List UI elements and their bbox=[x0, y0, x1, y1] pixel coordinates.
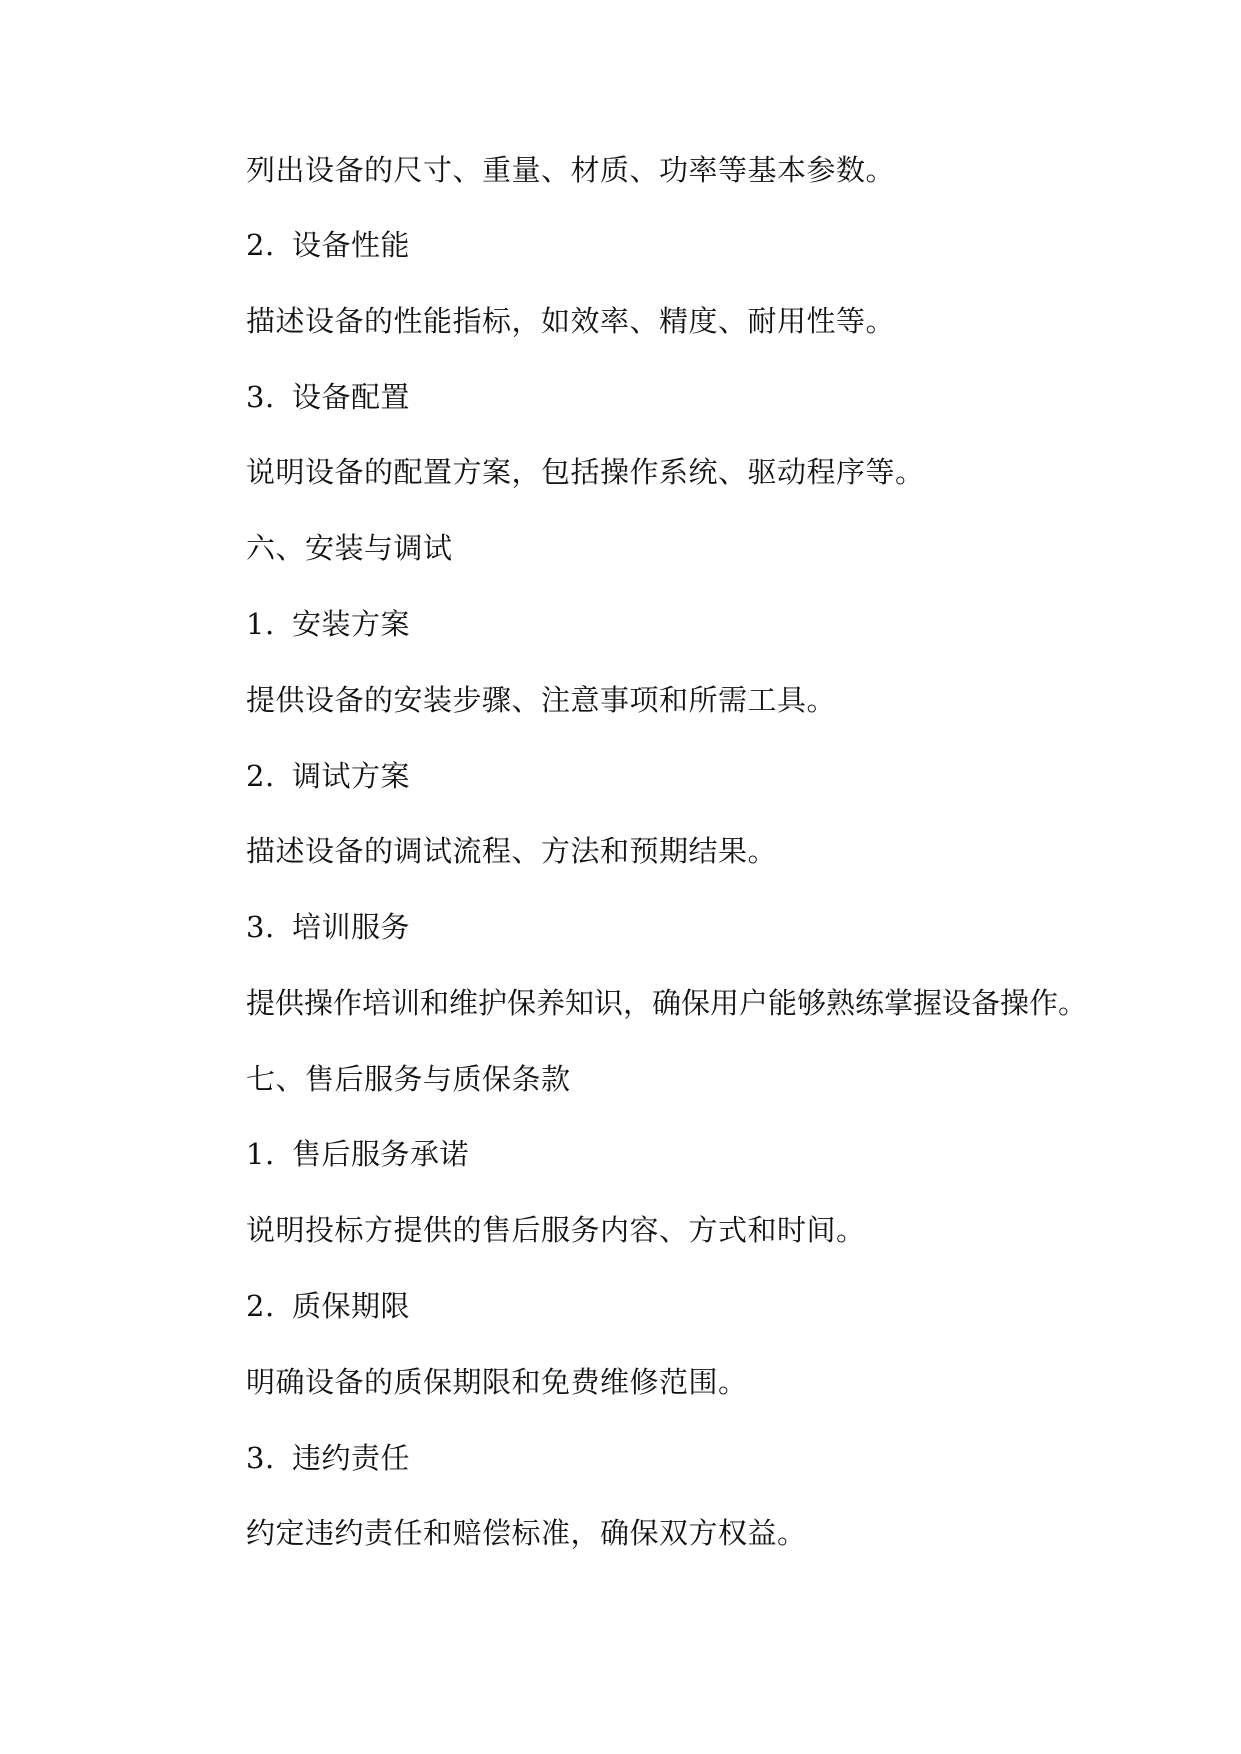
paragraph-performance-indicators: 描述设备的性能指标，如效率、精度、耐用性等。 bbox=[246, 304, 896, 338]
paragraph-configuration-plan: 说明设备的配置方案，包括操作系统、驱动程序等。 bbox=[246, 455, 925, 489]
item-number: 2. bbox=[246, 1289, 275, 1323]
paragraph-after-sales-content: 说明投标方提供的售后服务内容、方式和时间。 bbox=[246, 1213, 866, 1247]
item-title: 设备配置 bbox=[292, 380, 411, 414]
item-number: 3. bbox=[246, 910, 275, 944]
item-title: 质保期限 bbox=[292, 1289, 411, 1323]
paragraph-liability-terms: 约定违约责任和赔偿标准，确保双方权益。 bbox=[246, 1516, 807, 1550]
paragraph-basic-parameters: 列出设备的尺寸、重量、材质、功率等基本参数。 bbox=[246, 153, 896, 187]
item-title: 违约责任 bbox=[292, 1441, 411, 1475]
item-equipment-configuration bbox=[246, 377, 410, 417]
item-title: 培训服务 bbox=[292, 910, 411, 944]
item-number: 2. bbox=[246, 759, 275, 793]
paragraph-installation-steps: 提供设备的安装步骤、注意事项和所需工具。 bbox=[246, 683, 837, 717]
section-heading-installation: 六、安装与调试 bbox=[246, 531, 453, 565]
item-installation-plan bbox=[246, 604, 410, 644]
item-liability-for-breach bbox=[246, 1438, 410, 1478]
paragraph-warranty-scope: 明确设备的质保期限和免费维修范围。 bbox=[246, 1365, 748, 1399]
section-heading-after-sales: 七、售后服务与质保条款 bbox=[246, 1062, 571, 1096]
paragraph-debugging-process: 描述设备的调试流程、方法和预期结果。 bbox=[246, 834, 778, 868]
item-after-sales-commitment bbox=[246, 1134, 469, 1174]
item-number: 3. bbox=[246, 380, 275, 414]
item-title: 售后服务承诺 bbox=[292, 1137, 470, 1171]
item-debugging-plan bbox=[246, 756, 410, 796]
item-number: 1. bbox=[246, 607, 275, 641]
item-number: 1. bbox=[246, 1137, 275, 1171]
item-equipment-performance bbox=[246, 225, 410, 265]
item-title: 调试方案 bbox=[292, 759, 411, 793]
item-title: 设备性能 bbox=[292, 228, 411, 262]
item-number: 2. bbox=[246, 228, 275, 262]
item-training-service bbox=[246, 907, 410, 947]
item-warranty-period bbox=[246, 1286, 410, 1326]
item-title: 安装方案 bbox=[292, 607, 411, 641]
item-number: 3. bbox=[246, 1441, 275, 1475]
paragraph-training-content: 提供操作培训和维护保养知识，确保用户能够熟练掌握设备操作。 bbox=[246, 986, 1088, 1020]
